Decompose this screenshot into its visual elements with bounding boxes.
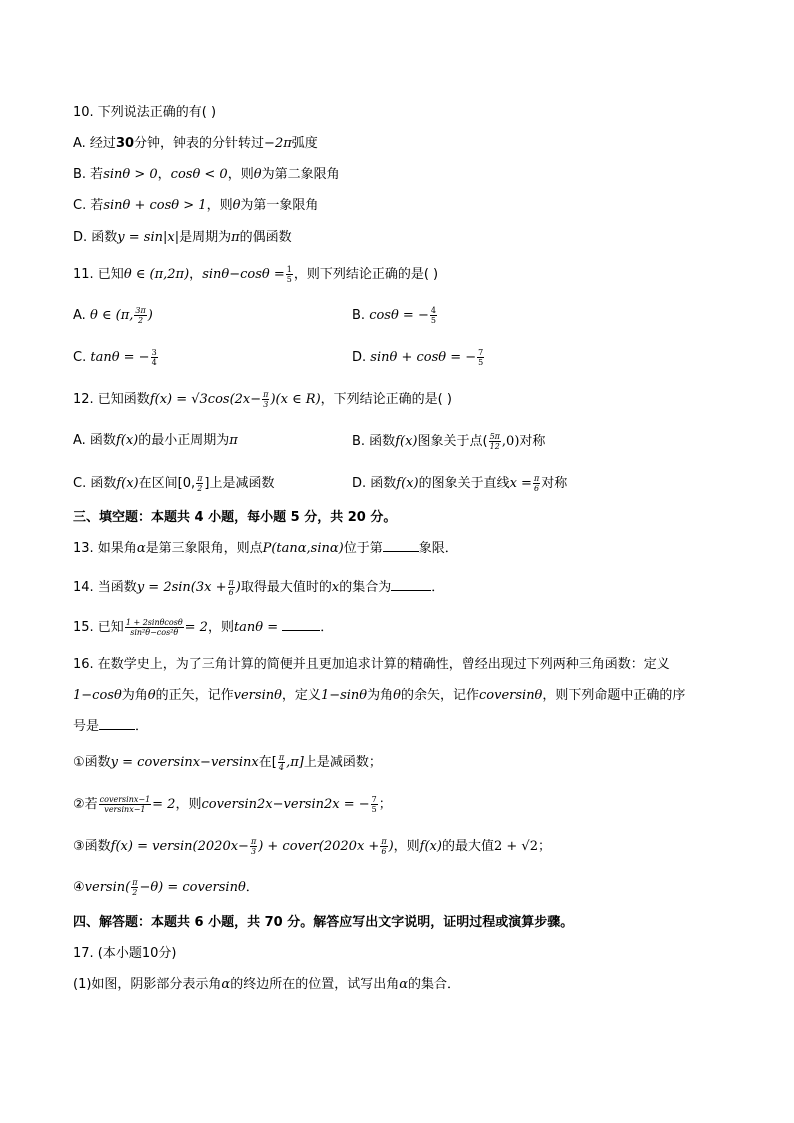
fraction: $\frac{\pi}{6}$ <box>533 474 540 493</box>
q12-option-b: B. 函数f(x)图象关于点( $\frac{5\pi}{12}$ ,0)对称 <box>352 432 546 451</box>
fraction: $\frac{3\pi}{2}$ <box>135 306 146 325</box>
q15: 15. 已知 $\frac{1 + 2\sin\theta\cos\theta}{\text{sin²θ−cos²θ}}$ = 2，则tanθ = ． <box>73 618 334 637</box>
q11-stem: 11. 已知θ ∈ (π,2π)，sinθ−cosθ = $\frac{1}{5}$ ，则下列结论正确的是( ) <box>73 265 439 284</box>
q11-option-c: C. tanθ = − $\frac{3}{4}$ <box>73 348 157 367</box>
q16-statement-2: ②若 $\frac{\text{coversinx−1}}{\text{versinx−1}}$ = 2，则coversin2x−versin2x = − $\frac{7}{5}$ ； <box>73 795 392 814</box>
fraction: $\frac{7}{5}$ <box>478 348 484 367</box>
fraction: $\frac{\pi}{6}$ <box>228 578 234 597</box>
fraction: $\frac{\pi}{3}$ <box>263 390 269 409</box>
section-3-heading: 三、填空题：本题共 4 小题，每小题 5 分，共 20 分。 <box>73 510 397 525</box>
q10-option-c: C. 若sinθ + cosθ > 1，则θ为第一象限角 <box>73 198 319 213</box>
fraction: $\frac{\pi}{6}$ <box>381 837 387 856</box>
q16-statement-4: ④versin( $\frac{\pi}{2}$ −θ) = coversinθ． <box>73 878 259 897</box>
q16-line-3: 号是 ． <box>73 719 149 734</box>
q11-option-b: B. cosθ = − $\frac{4}{5}$ <box>352 306 436 325</box>
q10-option-d: D. 函数y = sin|x|是周期为π的偶函数 <box>73 230 292 245</box>
fraction: $\frac{7}{5}$ <box>371 795 377 814</box>
q17-heading: 17. (本小题10分) <box>73 946 177 961</box>
q12-option-d: D. 函数f(x)的图象关于直线x = $\frac{\pi}{6}$ 对称 <box>352 474 568 493</box>
q16-statement-3: ③函数f(x) = versin(2020x− $\frac{\pi}{3}$ ) + cover(2020x + $\frac{\pi}{6}$ )，则f(x)的最大值2 + √2； <box>73 837 551 856</box>
fraction: $\frac{\text{coversinx−1}}{\text{versinx−1}}$ <box>99 795 151 814</box>
fraction: $\frac{\pi}{3}$ <box>250 837 257 856</box>
q16-statement-1: ①函数y = coversinx−versinx在[ $\frac{\pi}{4}$ ,π]上是减函数； <box>73 753 382 772</box>
q11-option-a: A. θ ∈ (π, $\frac{3\pi}{2}$ ) <box>73 306 153 325</box>
answer-blank <box>383 540 419 552</box>
q16-line-1: 16. 在数学史上，为了三角计算的简便并且更加追求计算的精确性，曾经出现过下列两种三角函数：定义 <box>73 657 670 672</box>
fraction: $\frac{1 + 2\sin\theta\cos\theta}{\text{sin²θ−cos²θ}}$ <box>125 618 183 637</box>
fraction: $\frac{\pi}{4}$ <box>278 753 285 772</box>
fraction: $\frac{5\pi}{12}$ <box>489 432 500 451</box>
q14: 14. 当函数y = 2sin(3x + $\frac{\pi}{6}$ )取得最大值时的x的集合为 ． <box>73 578 445 597</box>
section-4-heading: 四、解答题：本题共 6 小题，共 70 分。解答应写出文字说明，证明过程或演算步骤。 <box>73 915 574 930</box>
q10-option-a: A. 经过30分钟，钟表的分针转过−2π弧度 <box>73 136 318 151</box>
q11-option-d: D. sinθ + cosθ = − $\frac{7}{5}$ <box>352 348 484 367</box>
fraction: $\frac{4}{5}$ <box>430 306 436 325</box>
q10-stem: 10. 下列说法正确的有( ) <box>73 105 217 120</box>
answer-blank <box>282 619 320 631</box>
q12-option-c: C. 函数f(x)在区间[0, $\frac{\pi}{2}$ ]上是减函数 <box>73 474 275 493</box>
q10-option-b: B. 若sinθ > 0，cosθ < 0，则θ为第二象限角 <box>73 167 340 182</box>
q12-stem: 12. 已知函数f(x) = √3cos(2x− $\frac{\pi}{3}$ )(x ∈ R)，下列结论正确的是( ) <box>73 390 452 409</box>
fraction: $\frac{\pi}{2}$ <box>197 474 203 493</box>
q13: 13. 如果角α是第三象限角，则点P(tanα,sinα)位于第 象限． <box>73 541 458 556</box>
answer-blank <box>391 579 431 591</box>
q12-option-a: A. 函数f(x)的最小正周期为π <box>73 433 238 448</box>
fraction: $\frac{3}{4}$ <box>151 348 157 367</box>
q17-part-1: (1)如图，阴影部分表示角α的终边所在的位置，试写出角α的集合． <box>73 977 461 992</box>
fraction: $\frac{\pi}{2}$ <box>132 878 138 897</box>
q16-line-2: 1−cosθ为角θ的正矢，记作versinθ，定义1−sinθ为角θ的余矢，记作coversinθ，则下列命题中正确的序 <box>73 688 686 703</box>
fraction: $\frac{1}{5}$ <box>286 265 292 284</box>
answer-blank <box>99 718 135 730</box>
